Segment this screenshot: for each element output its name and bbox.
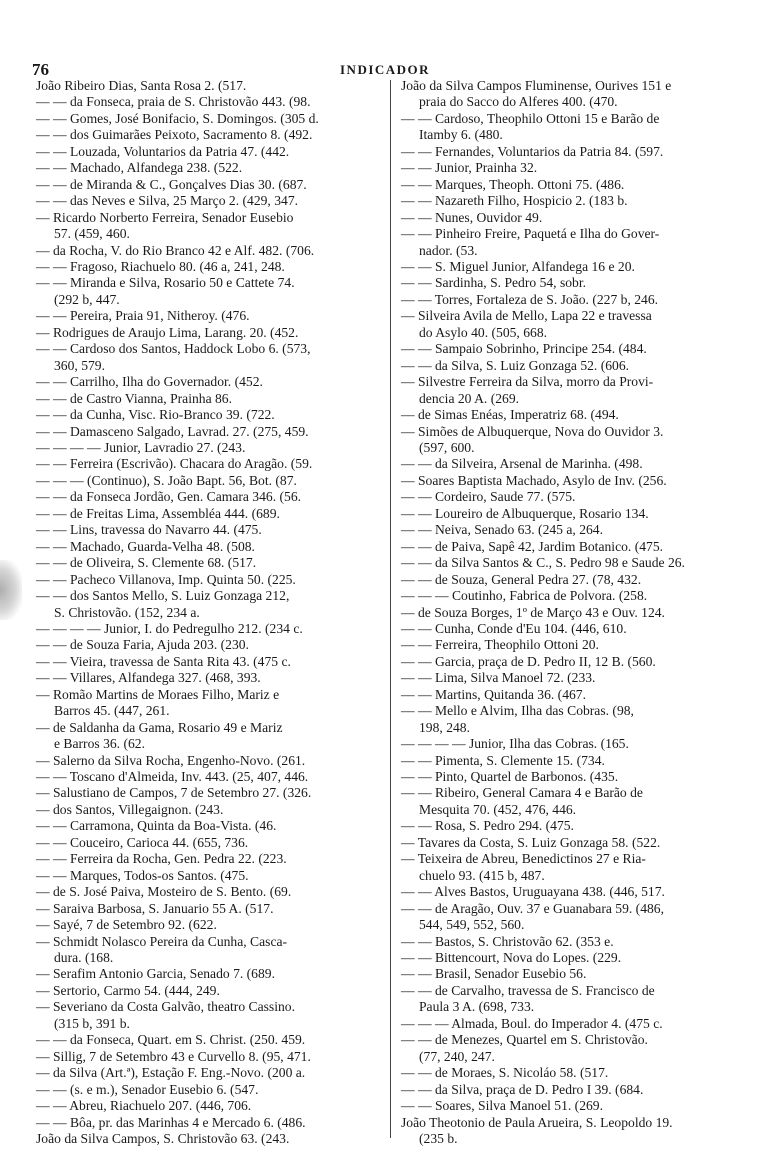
directory-entry xyxy=(397,259,767,275)
entry-line: — Sillig, 7 de Setembro 43 e Curvello 8. (95, 471. xyxy=(36,1048,311,1064)
entry-line: — — dos Santos Mello, S. Luiz Gonzaga 212, xyxy=(36,588,290,604)
directory-entry xyxy=(32,917,388,933)
entry-line: — — Neiva, Senado 63. (245 a, 264. xyxy=(401,522,603,538)
directory-entry xyxy=(32,325,388,341)
entry-line: — — Soares, Silva Manoel 51. (269. xyxy=(401,1098,603,1114)
entry-line: — — Ferreira (Escrivão). Chacara do Aragão. (59. xyxy=(36,456,313,472)
directory-entry xyxy=(32,687,388,720)
entry-line: — — de Paiva, Sapê 42, Jardim Botanico. (475. xyxy=(401,538,664,554)
directory-entry xyxy=(32,802,388,818)
directory-entry xyxy=(32,785,388,801)
entry-line: — — Cardoso, Theophilo Ottoni 15 e Barão de xyxy=(401,110,660,126)
directory-entry xyxy=(397,341,767,357)
entry-line: — — Bittencourt, Nova do Lopes. (229. xyxy=(401,950,622,966)
directory-entry xyxy=(32,193,388,209)
entry-line: — — de Freitas Lima, Assembléa 444. (689. xyxy=(36,505,280,521)
directory-entry xyxy=(397,506,767,522)
directory-entry xyxy=(397,769,767,785)
directory-entry xyxy=(32,588,388,621)
directory-entry xyxy=(32,818,388,834)
entry-line: — Severiano da Costa Galvão, theatro Cassino. xyxy=(36,999,295,1015)
entry-line: — — da Cunha, Visc. Rio-Branco 39. (722. xyxy=(36,407,275,423)
directory-entry xyxy=(32,407,388,423)
directory-entry xyxy=(32,456,388,472)
directory-entry xyxy=(397,1016,767,1032)
entry-line: — — Pimenta, S. Clemente 15. (734. xyxy=(401,752,605,768)
entry-line: — — Ribeiro, General Camara 4 e Barão de xyxy=(401,785,643,801)
directory-entry xyxy=(397,901,767,934)
entry-line: — Salerno da Silva Rocha, Engenho-Novo. (261. xyxy=(36,752,306,768)
entry-line: — — Bôa, pr. das Marinhas 4 e Mercado 6. (486. xyxy=(36,1114,306,1130)
directory-entry xyxy=(32,1082,388,1098)
directory-entry xyxy=(397,555,767,571)
entry-line: — — Alves Bastos, Uruguayana 438. (446, 517. xyxy=(401,884,665,900)
directory-entry xyxy=(32,1032,388,1048)
entry-line: — — Villares, Alfandega 327. (468, 393. xyxy=(36,670,261,686)
right-column xyxy=(397,78,767,1147)
directory-entry xyxy=(397,1098,767,1114)
entry-line: — — Rosa, S. Pedro 294. (475. xyxy=(401,818,574,834)
directory-entry xyxy=(32,835,388,851)
entry-line: — — — (Continuo), S. João Bapt. 56, Bot. (87. xyxy=(36,472,297,488)
directory-entry xyxy=(32,884,388,900)
entry-line: — — Loureiro de Albuquerque, Rosario 134. xyxy=(401,505,649,521)
directory-entry xyxy=(397,210,767,226)
entry-line: — Sayé, 7 de Setembro 92. (622. xyxy=(36,917,217,933)
entry-line: — — de Menezes, Quartel em S. Christovão. xyxy=(401,1032,648,1048)
directory-entry xyxy=(397,456,767,472)
entry-line: — — de Aragão, Ouv. 37 e Guanabara 59. (486, xyxy=(401,900,664,916)
entry-line: — — Lima, Silva Manoel 72. (233. xyxy=(401,670,596,686)
directory-entry xyxy=(32,621,388,637)
directory-entry xyxy=(32,341,388,374)
directory-entry xyxy=(397,605,767,621)
directory-entry xyxy=(32,111,388,127)
directory-entry xyxy=(32,473,388,489)
directory-entry xyxy=(32,78,388,94)
entry-line: João Theotonio de Paula Arueira, S. Leopoldo 19. xyxy=(401,1114,673,1130)
entry-line: — — — — Junior, Ilha das Cobras. (165. xyxy=(401,736,629,752)
entry-line: — — Machado, Alfandega 238. (522. xyxy=(36,160,243,176)
entry-line: — — Louzada, Voluntarios da Patria 47. (442. xyxy=(36,143,290,159)
directory-entry xyxy=(397,111,767,144)
entry-line: — — de Souza, General Pedra 27. (78, 432. xyxy=(401,571,642,587)
entry-line: — dos Santos, Villegaignon. (243. xyxy=(36,801,224,817)
directory-entry xyxy=(397,374,767,407)
entry-line: — — Junior, Prainha 32. xyxy=(401,160,538,176)
directory-entry xyxy=(32,999,388,1032)
entry-line: — — — — Junior, Lavradio 27. (243. xyxy=(36,439,246,455)
directory-entry xyxy=(397,473,767,489)
entry-line: — — Abreu, Riachuelo 207. (446, 706. xyxy=(36,1098,252,1114)
entry-line: — — — — Junior, I. do Pedregulho 212. (234 c. xyxy=(36,620,303,636)
entry-line: — — Lins, travessa do Navarro 44. (475. xyxy=(36,522,262,538)
entry-line: — — Ferreira, Theophilo Ottoni 20. xyxy=(401,637,599,653)
directory-entry xyxy=(397,851,767,884)
directory-entry xyxy=(397,424,767,457)
entry-line: — Saraiva Barbosa, S. Januario 55 A. (517. xyxy=(36,900,274,916)
entry-continuation-line: Itamby 6. (480. xyxy=(419,127,503,143)
directory-entry xyxy=(397,489,767,505)
entry-continuation-line: praia do Sacco do Alferes 400. (470. xyxy=(419,94,618,110)
directory-entry xyxy=(397,637,767,653)
entry-line: — — dos Guimarães Peixoto, Sacramento 8. (492. xyxy=(36,127,313,143)
entry-line: — — da Fonseca, Quart. em S. Christ. (250. 459. xyxy=(36,1032,306,1048)
entry-line: João da Silva Campos Fluminense, Ourives 151 e xyxy=(401,78,672,93)
entry-continuation-line: Paula 3 A. (698, 733. xyxy=(419,999,535,1015)
directory-entry xyxy=(32,144,388,160)
entry-continuation-line: 57. (459, 460. xyxy=(54,226,130,242)
entry-line: — — Vieira, travessa de Santa Rita 43. (475 c. xyxy=(36,653,291,669)
entry-line: — — Pinto, Quartel de Barbonos. (435. xyxy=(401,769,619,785)
directory-entry xyxy=(397,275,767,291)
entry-line: — Salustiano de Campos, 7 de Setembro 27. (326. xyxy=(36,785,312,801)
directory-entry xyxy=(397,1065,767,1081)
entry-line: — — de Castro Vianna, Prainha 86. xyxy=(36,390,233,406)
directory-entry xyxy=(32,391,388,407)
directory-entry xyxy=(32,851,388,867)
directory-entry xyxy=(397,818,767,834)
entry-line: — — da Silva, S. Luiz Gonzaga 52. (606. xyxy=(401,357,630,373)
entry-line: — — Martins, Quitanda 36. (467. xyxy=(401,686,587,702)
directory-entry xyxy=(32,506,388,522)
directory-entry xyxy=(397,736,767,752)
entry-line: — Silveira Avila de Mello, Lapa 22 e travessa xyxy=(401,308,652,324)
directory-entry xyxy=(32,94,388,110)
entry-continuation-line: 544, 549, 552, 560. xyxy=(419,917,525,933)
entry-line: — — Cordeiro, Saude 77. (575. xyxy=(401,489,576,505)
entry-line: — — de Carvalho, travessa de S. Francisco de xyxy=(401,982,655,998)
entry-line: — — da Silveira, Arsenal de Marinha. (498. xyxy=(401,456,643,472)
entry-line: — — Machado, Guarda-Velha 48. (508. xyxy=(36,538,255,554)
directory-entry xyxy=(397,1115,767,1148)
entry-line: — — Carrilho, Ilha do Governador. (452. xyxy=(36,374,263,390)
entry-line: — — da Fonseca Jordão, Gen. Camara 346. (56. xyxy=(36,489,302,505)
directory-entry xyxy=(32,127,388,143)
entry-line: — — Torres, Fortaleza de S. João. (227 b, 246. xyxy=(401,291,659,307)
directory-entry xyxy=(397,670,767,686)
directory-entry xyxy=(32,522,388,538)
directory-entry xyxy=(32,966,388,982)
entry-line: — — da Fonseca, praia de S. Christovão 443. (98. xyxy=(36,94,311,110)
entry-continuation-line: S. Christovão. (152, 234 a. xyxy=(54,604,200,620)
directory-entry xyxy=(32,259,388,275)
entry-line: — da Rocha, V. do Rio Branco 42 e Alf. 482. (706. xyxy=(36,242,315,258)
entry-line: — de Saldanha da Gama, Rosario 49 e Mariz xyxy=(36,719,283,735)
entry-line: — Silvestre Ferreira da Silva, morro da Provi- xyxy=(401,374,654,390)
directory-entry xyxy=(32,934,388,967)
entry-line: — — de Miranda & C., Gonçalves Dias 30. (687. xyxy=(36,176,307,192)
directory-entry xyxy=(397,950,767,966)
directory-entry xyxy=(397,522,767,538)
entry-line: — — — Almada, Boul. do Imperador 4. (475 c. xyxy=(401,1015,663,1031)
directory-entry xyxy=(397,785,767,818)
directory-entry xyxy=(397,687,767,703)
directory-entry xyxy=(397,160,767,176)
entry-continuation-line: chuelo 93. (415 b, 487. xyxy=(419,867,545,883)
entry-line: — Schmidt Nolasco Pereira da Cunha, Casca- xyxy=(36,933,288,949)
entry-line: — Romão Martins de Moraes Filho, Mariz e xyxy=(36,686,280,702)
entry-line: — — Damasceno Salgado, Lavrad. 27. (275, 459. xyxy=(36,423,309,439)
directory-entry xyxy=(397,703,767,736)
directory-entry xyxy=(32,753,388,769)
entry-line: — Teixeira de Abreu, Benedictinos 27 e Ria- xyxy=(401,851,646,867)
entry-continuation-line: Mesquita 70. (452, 476, 446. xyxy=(419,801,577,817)
page-number: 76 xyxy=(32,60,49,79)
directory-entry xyxy=(397,407,767,423)
entry-continuation-line: dencia 20 A. (269. xyxy=(419,390,520,406)
directory-entry xyxy=(397,78,767,111)
entry-line: — — S. Miguel Junior, Alfandega 16 e 20. xyxy=(401,258,635,274)
entry-continuation-line: (315 b, 391 b. xyxy=(54,1015,130,1031)
entry-continuation-line: (597, 600. xyxy=(419,439,475,455)
entry-line: — — das Neves e Silva, 25 Março 2. (429, 347. xyxy=(36,193,299,209)
directory-entry xyxy=(32,720,388,753)
directory-entry xyxy=(397,358,767,374)
directory-entry xyxy=(32,1131,388,1147)
directory-entry xyxy=(32,654,388,670)
directory-entry xyxy=(397,226,767,259)
directory-entry xyxy=(397,654,767,670)
entry-line: João da Silva Campos, S. Christovão 63. (243. xyxy=(36,1131,290,1146)
entry-line: — — Nunes, Ouvidor 49. xyxy=(401,209,543,225)
column-divider xyxy=(390,80,391,1138)
entry-line: — da Silva (Art.ª), Estação F. Eng.-Novo. (200 a. xyxy=(36,1065,306,1081)
directory-entry xyxy=(397,934,767,950)
page-header xyxy=(0,60,778,78)
directory-entry xyxy=(32,160,388,176)
directory-entry xyxy=(397,177,767,193)
directory-entry xyxy=(32,1115,388,1131)
entry-line: — — Mello e Alvim, Ilha das Cobras. (98, xyxy=(401,703,634,719)
directory-entry xyxy=(32,177,388,193)
directory-entry xyxy=(32,374,388,390)
directory-entry xyxy=(32,489,388,505)
left-column xyxy=(32,78,388,1147)
directory-entry xyxy=(397,193,767,209)
directory-entry xyxy=(32,243,388,259)
directory-entry xyxy=(32,555,388,571)
entry-line: — — Sampaio Sobrinho, Principe 254. (484. xyxy=(401,341,647,357)
directory-entry xyxy=(32,308,388,324)
entry-line: — — de Moraes, S. Nicoláo 58. (517. xyxy=(401,1065,609,1081)
entry-line: — — Pereira, Praia 91, Nitheroy. (476. xyxy=(36,308,250,324)
directory-entry xyxy=(397,539,767,555)
entry-line: — Sertorio, Carmo 54. (444, 249. xyxy=(36,982,220,998)
entry-line: — — da Silva, praça de D. Pedro I 39. (684. xyxy=(401,1081,644,1097)
directory-entry xyxy=(397,588,767,604)
entry-continuation-line: e Barros 36. (62. xyxy=(54,736,145,752)
directory-entry xyxy=(397,753,767,769)
directory-entry xyxy=(397,835,767,851)
entry-line: — Tavares da Costa, S. Luiz Gonzaga 58. (522. xyxy=(401,834,661,850)
entry-continuation-line: do Asylo 40. (505, 668. xyxy=(419,324,548,340)
entry-line: — — Pacheco Villanova, Imp. Quinta 50. (225. xyxy=(36,571,296,587)
entry-line: — de Souza Borges, 1º de Março 43 e Ouv. 124. xyxy=(401,604,665,620)
directory-entry xyxy=(32,424,388,440)
entry-line: — — Fernandes, Voluntarios da Patria 84. (597. xyxy=(401,143,664,159)
entry-line: — — (s. e m.), Senador Eusebio 6. (547. xyxy=(36,1081,259,1097)
directory-entry xyxy=(32,983,388,999)
entry-line: — — Pinheiro Freire, Paquetá e Ilha do Gover- xyxy=(401,226,660,242)
entry-continuation-line: (77, 240, 247. xyxy=(419,1048,495,1064)
directory-entry xyxy=(397,983,767,1016)
directory-entry xyxy=(32,1098,388,1114)
entry-line: — — Fragoso, Riachuelo 80. (46 a, 241, 248. xyxy=(36,258,285,274)
entry-line: — de Simas Enéas, Imperatriz 68. (494. xyxy=(401,407,619,423)
entry-line: — — Ferreira da Rocha, Gen. Pedra 22. (223. xyxy=(36,851,287,867)
entry-line: — — Marques, Todos-os Santos. (475. xyxy=(36,867,249,883)
directory-entry xyxy=(32,275,388,308)
directory-entry xyxy=(32,210,388,243)
entry-line: — — de Oliveira, S. Clemente 68. (517. xyxy=(36,555,257,571)
directory-entry xyxy=(397,1032,767,1065)
directory-entry xyxy=(397,308,767,341)
directory-entry xyxy=(397,1082,767,1098)
entry-continuation-line: nador. (53. xyxy=(419,242,478,258)
directory-entry xyxy=(32,539,388,555)
directory-entry xyxy=(397,621,767,637)
entry-line: — — Couceiro, Carioca 44. (655, 736. xyxy=(36,834,249,850)
entry-continuation-line: 198, 248. xyxy=(419,719,470,735)
entry-continuation-line: (235 b. xyxy=(419,1131,458,1146)
entry-line: — — Cunha, Conde d'Eu 104. (446, 610. xyxy=(401,620,627,636)
directory-entry xyxy=(397,572,767,588)
directory-entry xyxy=(397,144,767,160)
directory-entry xyxy=(32,572,388,588)
entry-line: — — Garcia, praça de D. Pedro II, 12 B. (560. xyxy=(401,653,656,669)
entry-line: — — Cardoso dos Santos, Haddock Lobo 6. (573, xyxy=(36,341,311,357)
running-title: INDICADOR xyxy=(340,62,431,77)
entry-line: — — Gomes, José Bonifacio, S. Domingos. (305 d. xyxy=(36,110,319,126)
entry-line: — — Nazareth Filho, Hospicio 2. (183 b. xyxy=(401,193,628,209)
entry-line: — — Sardinha, S. Pedro 54, sobr. xyxy=(401,275,587,291)
directory-entry xyxy=(32,769,388,785)
entry-line: — — Marques, Theoph. Ottoni 75. (486. xyxy=(401,176,625,192)
directory-entry xyxy=(32,670,388,686)
directory-entry xyxy=(32,1049,388,1065)
directory-entry xyxy=(397,966,767,982)
directory-entry xyxy=(32,440,388,456)
directory-entry xyxy=(32,637,388,653)
entry-continuation-line: Barros 45. (447, 261. xyxy=(54,703,170,719)
entry-line: — Serafim Antonio Garcia, Senado 7. (689. xyxy=(36,966,275,982)
directory-entry xyxy=(397,884,767,900)
entry-continuation-line: (292 b, 447. xyxy=(54,291,120,307)
entry-line: — — Brasil, Senador Eusebio 56. xyxy=(401,966,587,982)
directory-entry xyxy=(32,868,388,884)
entry-line: — — — Coutinho, Fabrica de Polvora. (258. xyxy=(401,588,648,604)
directory-entry xyxy=(32,901,388,917)
directory-entry xyxy=(32,1065,388,1081)
entry-line: — — Toscano d'Almeida, Inv. 443. (25, 407, 446. xyxy=(36,769,309,785)
entry-line: — — Miranda e Silva, Rosario 50 e Cattete 74. xyxy=(36,275,295,291)
entry-line: — — Bastos, S. Christovão 62. (353 e. xyxy=(401,933,614,949)
entry-line: — Ricardo Norberto Ferreira, Senador Eusebio xyxy=(36,209,294,225)
entry-line: — — Carramona, Quinta da Boa-Vista. (46. xyxy=(36,818,277,834)
bleed-through-illustration xyxy=(0,560,22,620)
entry-line: — Soares Baptista Machado, Asylo de Inv. (256. xyxy=(401,472,667,488)
directory-entry xyxy=(397,292,767,308)
entry-continuation-line: 360, 579. xyxy=(54,357,105,373)
entry-line: — de S. José Paiva, Mosteiro de S. Bento. (69. xyxy=(36,884,292,900)
entry-line: — Rodrigues de Araujo Lima, Larang. 20. (452. xyxy=(36,324,299,340)
entry-line: João Ribeiro Dias, Santa Rosa 2. (517. xyxy=(36,78,247,93)
entry-line: — — da Silva Santos & C., S. Pedro 98 e Saude 26. xyxy=(401,555,685,571)
entry-line: — Simões de Albuquerque, Nova do Ouvidor 3. xyxy=(401,423,664,439)
entry-line: — — de Souza Faria, Ajuda 203. (230. xyxy=(36,637,249,653)
entry-continuation-line: dura. (168. xyxy=(54,950,114,966)
